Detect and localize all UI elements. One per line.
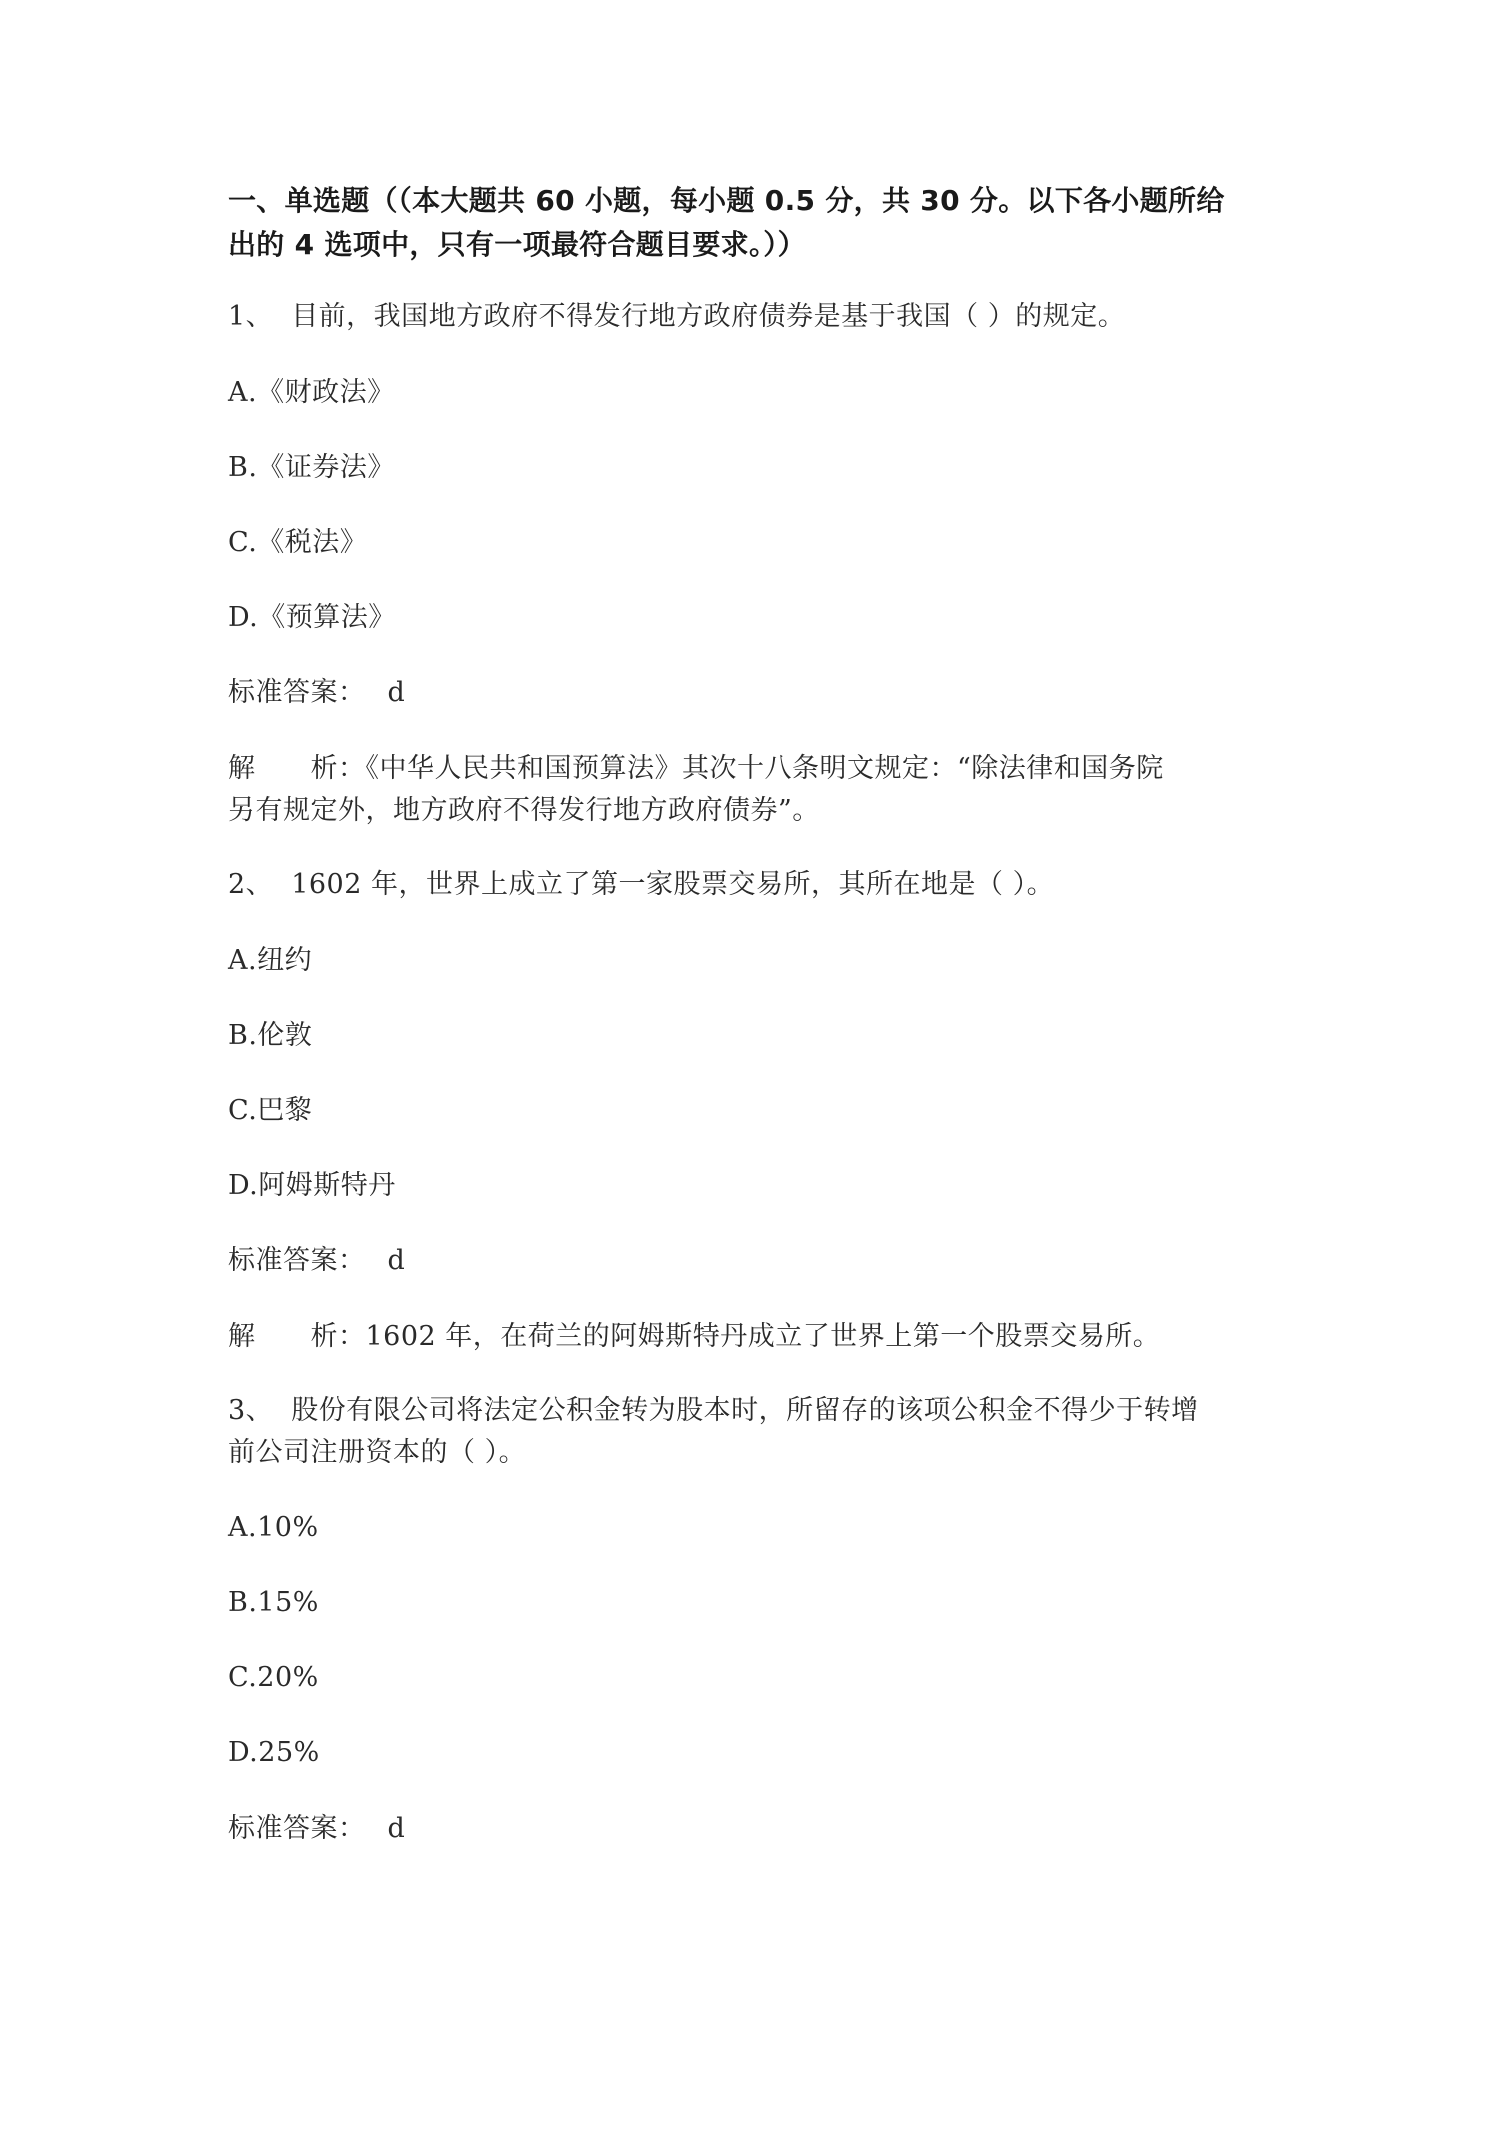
answer-value: d — [387, 677, 406, 708]
question-3-option-a: A.10% — [228, 1512, 319, 1543]
answer-value: d — [387, 1813, 406, 1844]
question-number: 2、 — [228, 869, 274, 900]
question-number: 1、 — [228, 301, 274, 332]
question-1-stem — [228, 296, 1125, 338]
question-number: 3、 — [228, 1395, 274, 1426]
question-2-option-b: B.伦敦 — [228, 1020, 313, 1051]
question-3-stem-line-2: 前公司注册资本的（ ）。 — [228, 1437, 527, 1468]
answer-label: 标准答案： — [228, 1813, 366, 1844]
answer-label: 标准答案： — [228, 677, 366, 708]
question-text: 1602 年，世界上成立了第一家股票交易所，其所在地是（ ）。 — [291, 869, 1055, 900]
question-1-option-b: B.《证券法》 — [228, 452, 395, 483]
question-3-option-c: C.20% — [228, 1662, 319, 1693]
question-2-option-a: A.纽约 — [228, 945, 313, 976]
answer-label: 标准答案： — [228, 1245, 366, 1276]
question-1-answer — [228, 672, 405, 714]
question-1-analysis-line-2: 另有规定外，地方政府不得发行地方政府债券”。 — [228, 795, 820, 826]
question-2-option-d: D.阿姆斯特丹 — [228, 1170, 396, 1201]
question-2-option-c: C.巴黎 — [228, 1095, 313, 1126]
analysis-label: 解 析： — [228, 753, 366, 784]
question-1-option-c: C.《税法》 — [228, 527, 368, 558]
question-1-option-a: A.《财政法》 — [228, 377, 395, 408]
section-title-line-2: 出的 4 选项中，只有一项最符合题目要求。）） — [228, 228, 806, 261]
question-3-option-d: D.25% — [228, 1737, 320, 1768]
question-1-analysis-line-1 — [228, 748, 1164, 790]
question-3-option-b: B.15% — [228, 1587, 319, 1618]
question-2-answer — [228, 1240, 405, 1282]
question-text: 目前，我国地方政府不得发行地方政府债券是基于我国（ ）的规定。 — [291, 301, 1126, 332]
question-2-stem — [228, 864, 1054, 906]
question-3-answer — [228, 1808, 405, 1850]
question-text: 股份有限公司将法定公积金转为股本时，所留存的该项公积金不得少于转增 — [291, 1395, 1199, 1426]
answer-value: d — [387, 1245, 406, 1276]
analysis-label: 解 析： — [228, 1321, 366, 1352]
question-3-stem-line-1 — [228, 1390, 1199, 1432]
analysis-text: 1602 年，在荷兰的阿姆斯特丹成立了世界上第一个股票交易所。 — [365, 1321, 1161, 1352]
question-1-option-d: D.《预算法》 — [228, 602, 396, 633]
analysis-text: 《中华人民共和国预算法》其次十八条明文规定：“除法律和国务院 — [365, 753, 1164, 784]
section-title-line-1: 一、单选题（（本大题共 60 小题，每小题 0.5 分，共 30 分。以下各小题所给 — [228, 184, 1225, 217]
question-2-analysis — [228, 1316, 1160, 1358]
